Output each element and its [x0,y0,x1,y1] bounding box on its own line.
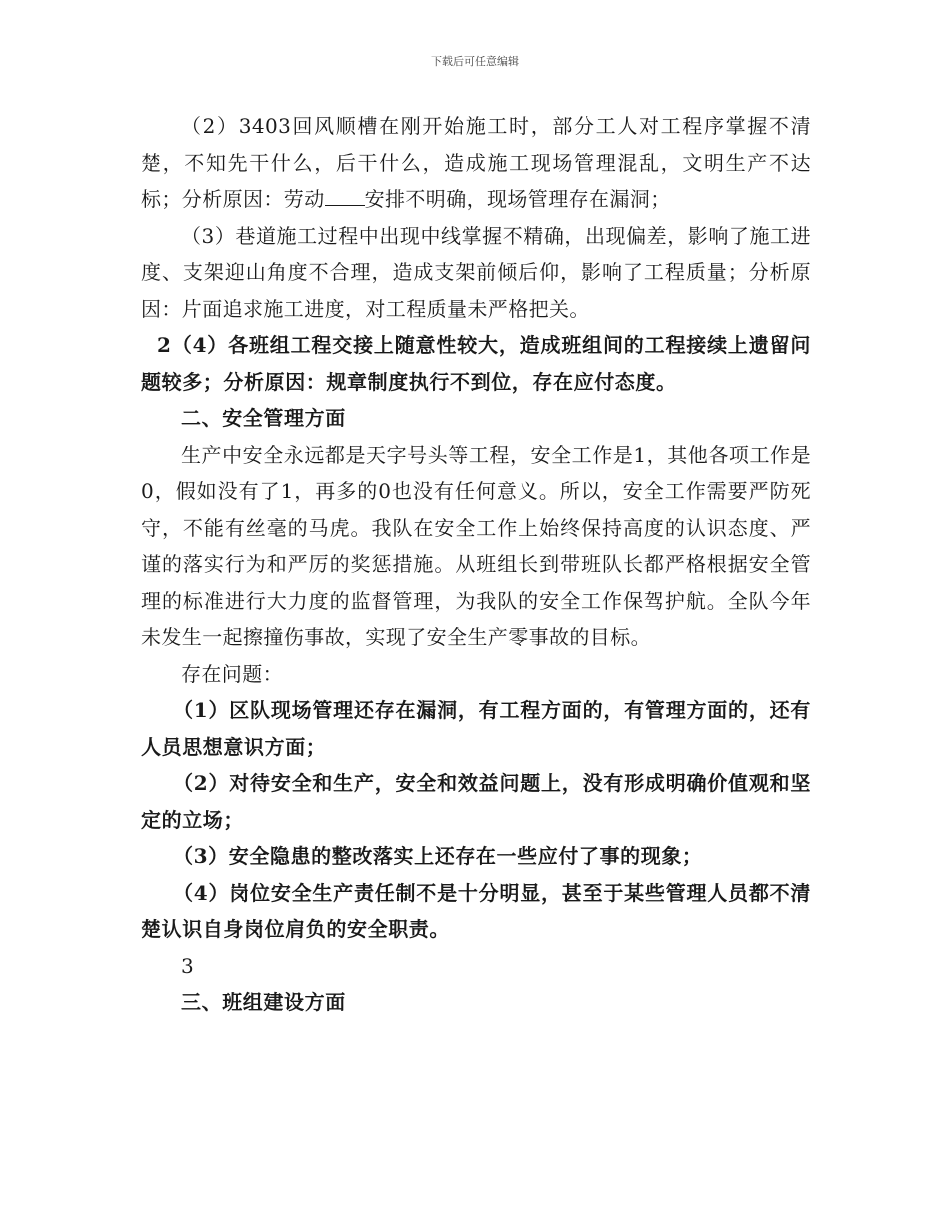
page-number-marker: 3 [181,953,195,978]
list-item-problem-2: （2）对待安全和生产，安全和效益问题上，没有形成明确价值观和坚定的立场； [141,771,811,832]
paragraph-safety-overview: 生产中安全永远都是天字号头等工程，安全工作是1，其他各项工作是0，假如没有了1，再多的0也没有任何意义。所以，安全工作需要严防死守，不能有丝毫的马虎。我队在安全工作上始终保持高度的认识态度、严谨的落实行为和严厉的奖惩措施。从班组长到带班队长都严格根据安全管理的标准进行大力度的监督管理，为我队的安全工作保驾护航。全队今年未发生一起擦撞伤事故，实现了安全生产零事故的目标。 [141,442,811,649]
paragraph-problems-label: 存在问题： [181,661,283,686]
list-item-problem-1: （1）区队现场管理还存在漏洞，有工程方面的，有管理方面的，还有人员思想意识方面； [141,698,811,759]
page-header: 下载后可任意编辑 [431,55,519,68]
list-item-problem-3: （3）安全隐患的整改落实上还存在一些应付了事的现象； [173,844,703,868]
paragraph-handover-issue: 2（4）各班组工程交接上随意性较大，造成班组间的工程接续上遗留问题较多；分析原因：规章制度执行不到位，存在应付态度。 [141,333,811,394]
paragraph-text: （2）3403回风顺槽在刚开始施工时，部分工人对工程序掌握不清楚，不知先干什么，后干什么，造成施工现场管理混乱，文明生产不达标；分析原因：劳动 [141,114,811,211]
section-heading-safety: 二、安全管理方面 [181,406,346,430]
fill-in-blank [325,187,365,206]
paragraph-centerline-issue: （3）巷道施工过程中出现中线掌握不精确，出现偏差，影响了施工进度、支架迎山角度不合理，造成支架前倾后仰，影响了工程质量；分析原因：片面追求施工进度，对工程质量未严格把关。 [141,223,811,321]
list-item-problem-4: （4）岗位安全生产责任制不是十分明显，甚至于某些管理人员都不清楚认识自身岗位肩负的安全职责。 [141,880,811,941]
paragraph-return-airway-issue [141,108,811,218]
paragraph-text: 安排不明确，现场管理存在漏洞； [364,187,671,211]
document-body [141,108,811,1021]
section-heading-team-building: 三、班组建设方面 [181,990,346,1014]
